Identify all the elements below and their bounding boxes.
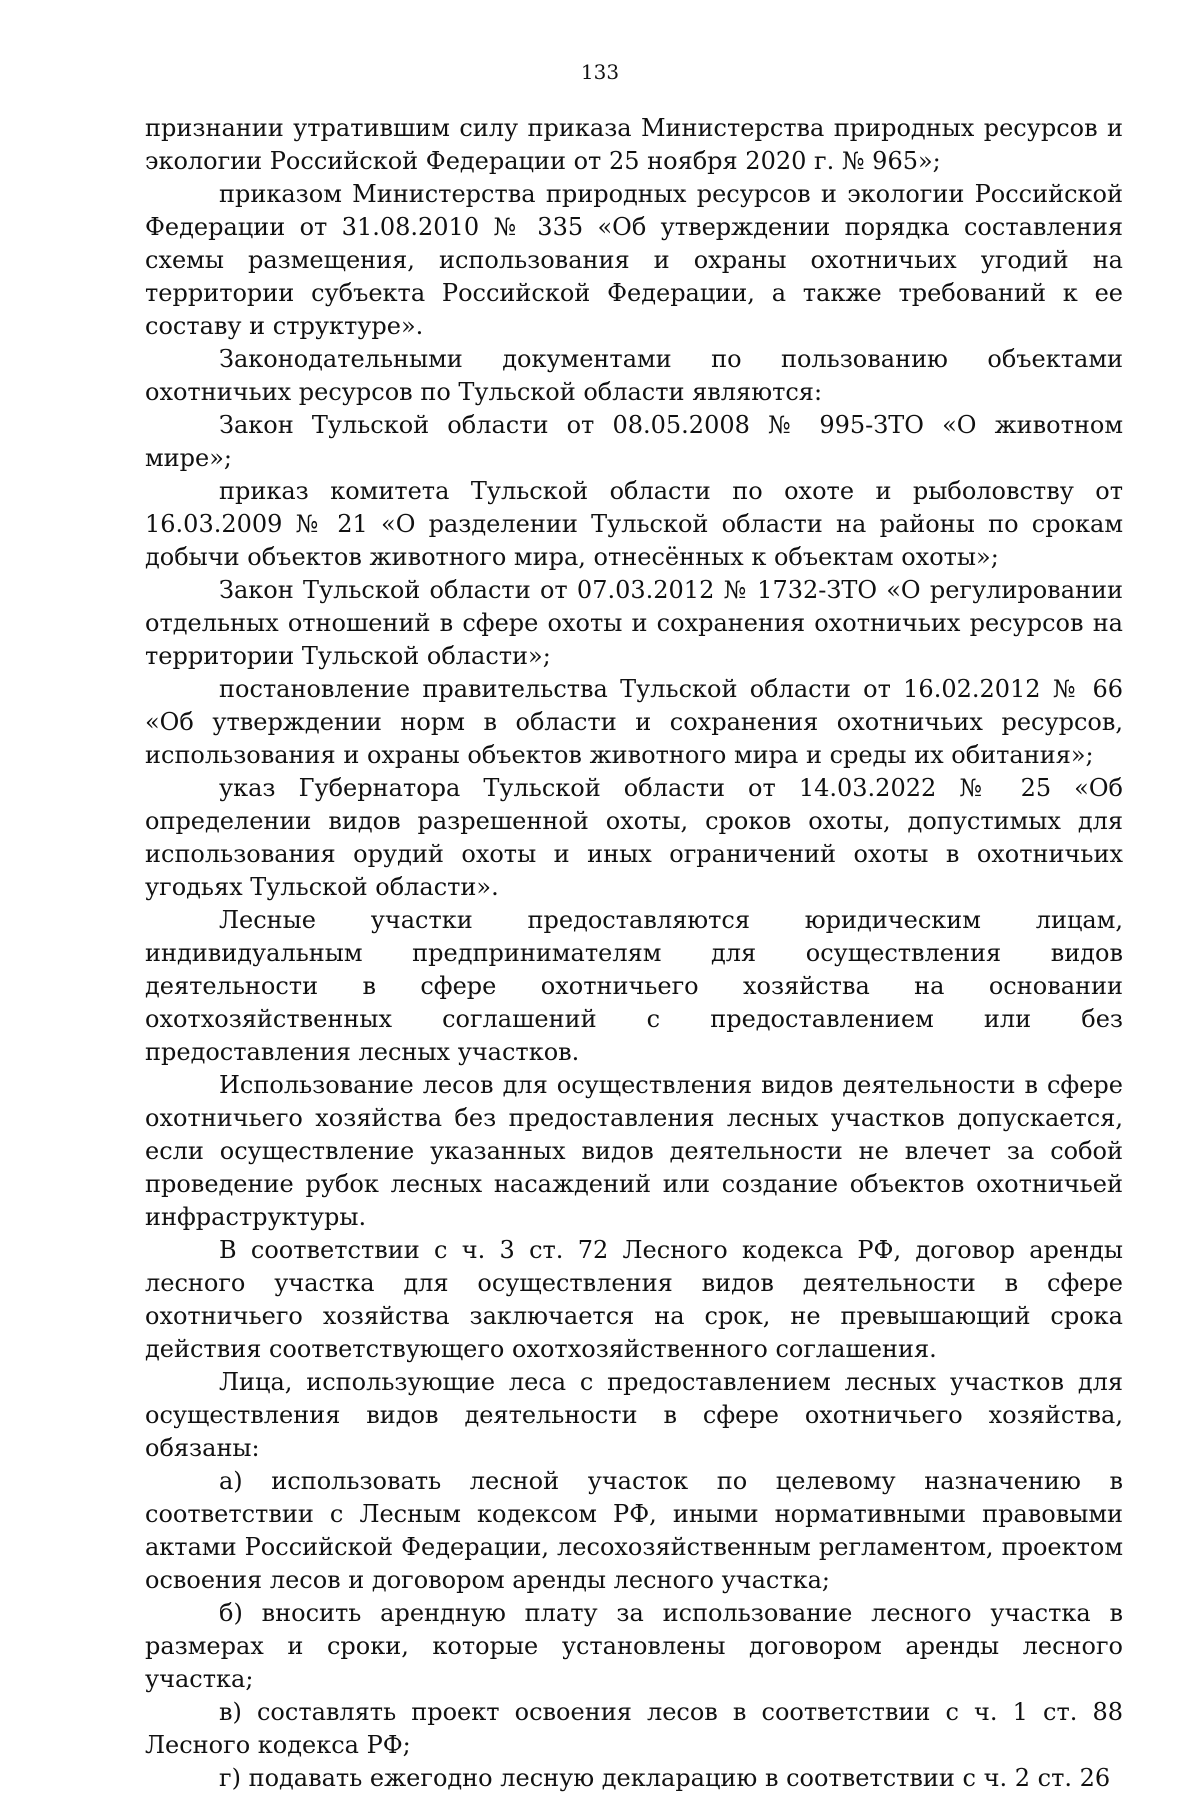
document-body (145, 112, 1123, 1795)
list-item-a: а) использовать лесной участок по целевому назначению в соответствии с Лесным кодексом РФ, иными нормативными правовыми актами Российской Федерации, лесохозяйственным регламентом, проектом освоения лесов и договором аренды лесного участка; (145, 1467, 1123, 1594)
paragraph-obligations-intro: Лица, использующие леса с предоставлением лесных участков для осуществления видов деятельности в сфере охотничьего хозяйства, обязаны: (145, 1368, 1123, 1462)
paragraph-order-335: приказом Министерства природных ресурсов и экологии Российской Федерации от 31.08.2010 № 335 «Об утверждении порядка составления схемы размещения, использования и охраны охотничьих угодий на территории субъекта Российской Федерации, а также требований к ее составу и структуре». (145, 180, 1123, 340)
paragraph-resolution-66: постановление правительства Тульской области от 16.02.2012 № 66 «Об утверждении норм в области и сохранения охотничьих ресурсов, использования и охраны объектов животного мира и среды их обитания»; (145, 675, 1123, 769)
paragraph-continuation: признании утратившим силу приказа Министерства природных ресурсов и экологии Российской Федерации от 25 ноября 2020 г. № 965»; (145, 114, 1123, 175)
paragraph-decree-25: указ Губернатора Тульской области от 14.03.2022 № 25 «Об определении видов разрешенной охоты, сроков охоты, допустимых для использования орудий охоты и иных ограничений охоты в охотничьих угодьях Тульской области». (145, 774, 1123, 901)
paragraph-lease-term: В соответствии с ч. 3 ст. 72 Лесного кодекса РФ, договор аренды лесного участка для осуществления видов деятельности в сфере охотничьего хозяйства заключается на срок, не превышающий срока действия соответствующего охотхозяйственного соглашения. (145, 1236, 1123, 1363)
paragraph-law-1732: Закон Тульской области от 07.03.2012 № 1732-ЗТО «О регулировании отдельных отношений в сфере охоты и сохранения охотничьих ресурсов на территории Тульской области»; (145, 576, 1123, 670)
paragraph-forest-plots: Лесные участки предоставляются юридическим лицам, индивидуальным предпринимателям для осуществления видов деятельности в сфере охотничьего хозяйства на основании охотхозяйственных соглашений с предоставлением или без предоставления лесных участков. (145, 906, 1123, 1066)
page-number: 133 (580, 60, 620, 84)
paragraph-forest-use: Использование лесов для осуществления видов деятельности в сфере охотничьего хозяйства без предоставления лесных участков допускается, если осуществление указанных видов деятельности не влечет за собой проведение рубок лесных насаждений или создание объектов охотничьей инфраструктуры. (145, 1071, 1123, 1231)
list-item-v: в) составлять проект освоения лесов в соответствии с ч. 1 ст. 88 Лесного кодекса РФ; (145, 1698, 1123, 1759)
list-item-b: б) вносить арендную плату за использование лесного участка в размерах и сроки, которые установлены договором аренды лесного участка; (145, 1599, 1123, 1693)
paragraph-order-21: приказ комитета Тульской области по охоте и рыболовству от 16.03.2009 № 21 «О разделении Тульской области на районы по срокам добычи объектов животного мира, отнесённых к объектам охоты»; (145, 477, 1123, 571)
list-item-g: г) подавать ежегодно лесную декларацию в соответствии с ч. 2 ст. 26 (219, 1764, 1111, 1792)
paragraph-law-995: Закон Тульской области от 08.05.2008 № 995-ЗТО «О животном мире»; (145, 411, 1123, 472)
paragraph-legislative-documents: Законодательными документами по пользованию объектами охотничьих ресурсов по Тульской области являются: (145, 345, 1123, 406)
